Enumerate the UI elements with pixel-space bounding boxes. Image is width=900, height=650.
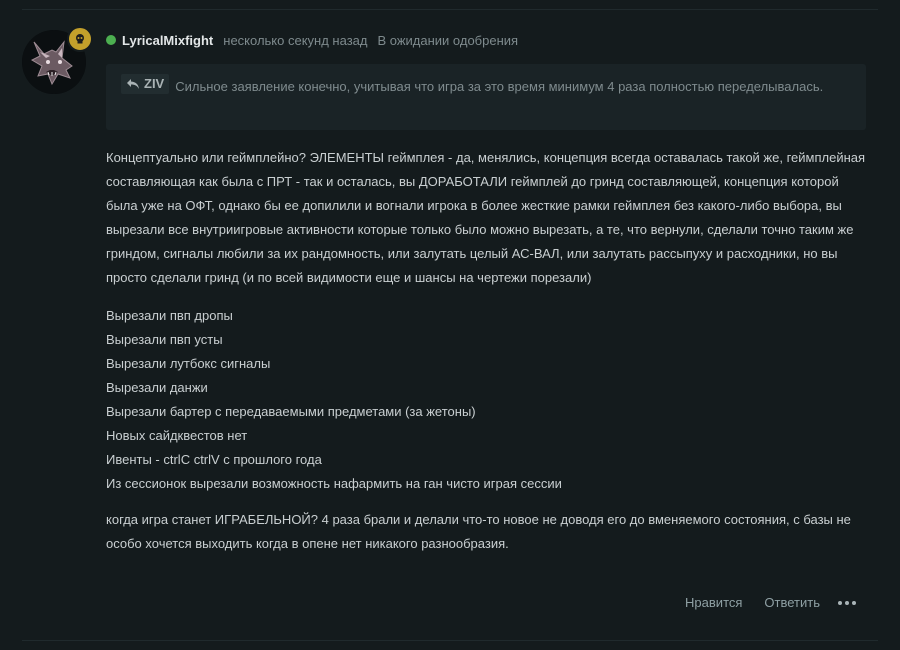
like-button[interactable]: Нравится xyxy=(685,595,743,610)
comment-header xyxy=(106,31,518,49)
comment-actions xyxy=(663,595,856,610)
comment-list xyxy=(106,304,870,496)
comment-paragraph: когда игра станет ИГРАБЕЛЬНОЙ? 4 раза брали и делали что-то новое не доводя его до вменяемого состояния, с базы не особо хочется выходить когда в опене нет никакого разнообразия. xyxy=(106,512,851,551)
quote-author-link[interactable] xyxy=(121,74,169,94)
top-divider xyxy=(22,9,878,10)
list-item: Вырезали бартер с передаваемыми предметами (за жетоны) xyxy=(106,404,476,419)
bottom-divider xyxy=(22,640,878,641)
quoted-reply xyxy=(106,64,866,130)
list-item: Из сессионок вырезали возможность нафармить на ган чисто играя сессии xyxy=(106,476,562,491)
list-item: Вырезали данжи xyxy=(106,380,208,395)
reply-button[interactable]: Ответить xyxy=(764,595,820,610)
comment-body xyxy=(106,146,870,556)
list-item: Ивенты - ctrlC ctrlV с прошлого года xyxy=(106,452,322,467)
comment-paragraph: Концептуально или геймплейно? ЭЛЕМЕНТЫ геймплея - да, менялись, концепция всегда оставалась такой же, геймплейная составляющая как была с ПРТ - так и осталась, вы ДОРАБОТАЛИ геймплей до гринд составляющей, концепция которой была уже на ОФТ, однако бы ее допилили и вогнали игрока в более жесткие рамки геймплея без какого-либо выбора, вы вырезали все внутриигровые активности которые только было можно вырезать, а те, что вернули, сделали точно таким же гриндом, сигналы любили за их рандомность, или залутать целый АС-ВАЛ, или залутать рассыпуху и расходники, но вы просто сделали гринд (и по всей видимости еще и шансы на чертежи порезали) xyxy=(106,150,866,285)
reply-arrow-icon xyxy=(126,78,140,90)
username-link[interactable]: LyricalMixfight xyxy=(122,32,214,48)
list-item: Вырезали пвп усты xyxy=(106,332,223,347)
online-status-icon xyxy=(106,35,116,45)
quote-text: Сильное заявление конечно, учитывая что игра за это время минимум 4 раза полностью переделывалась. xyxy=(175,79,824,94)
skull-badge xyxy=(67,26,93,52)
skull-icon xyxy=(74,33,86,45)
moderation-status: В ожидании одобрения xyxy=(377,32,519,48)
list-item: Вырезали пвп дропы xyxy=(106,308,233,323)
quote-author-name: ZIV xyxy=(144,76,165,91)
comment-timestamp[interactable]: несколько секунд назад xyxy=(223,32,368,48)
list-item: Вырезали лутбокс сигналы xyxy=(106,356,271,371)
ellipsis-icon[interactable] xyxy=(838,601,856,605)
list-item: Новых сайдквестов нет xyxy=(106,428,248,443)
